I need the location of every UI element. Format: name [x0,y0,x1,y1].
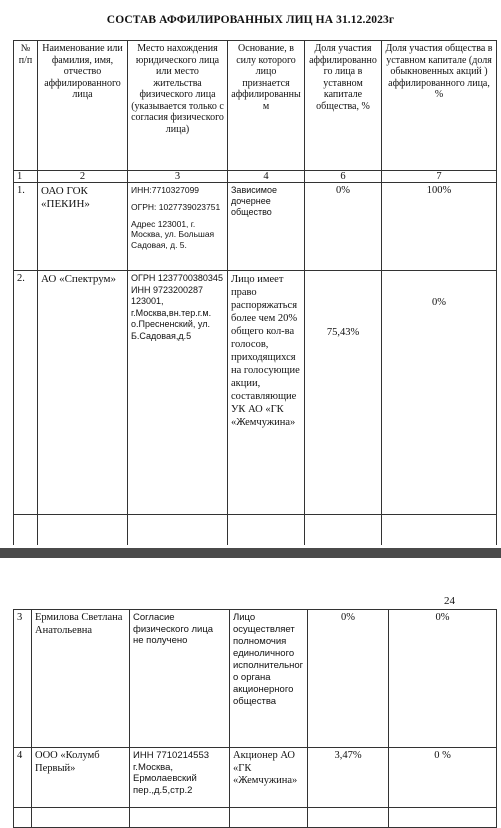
row-address [128,271,228,515]
header-basis: Основание, в силу которого лицо признается аффилированным [228,41,305,171]
page-separator [0,548,501,558]
affiliates-table-2 [13,609,497,828]
address-line: ИНН 7710214553 г.Москва, Ермолаевский пер.,д.5,стр.2 [133,750,210,796]
row-basis: Лицо осуществляет полномочия единоличного исполнительного органа акционерного общества [230,610,308,748]
row-name: Ермилова Светлана Анатольевна [32,610,130,748]
header-address: Место нахождения юридического лица или место жительства физического лица (указывается только с согласия физического лица) [128,41,228,171]
col-number: 6 [305,171,382,183]
col-number: 7 [382,171,497,183]
row-address [130,610,230,748]
row-address [128,183,228,271]
table-row [14,183,497,271]
row-num: 3 [14,610,32,748]
table-row [14,610,497,748]
row-share-in-company: 3,47% [308,748,389,808]
col-number: 3 [128,171,228,183]
col-number: 4 [228,171,305,183]
address-line: Адрес 123001, г. Москва, ул. Большая Садовая, д. 5. [131,218,215,251]
row-num: 4 [14,748,32,808]
page-title: СОСТАВ АФФИЛИРОВАННЫХ ЛИЦ НА 31.12.2023г [106,14,395,26]
header-name: Наименование или фамилия, имя, отчество аффилированного лица [38,41,128,171]
row-share-in-company: 75,43% [305,271,382,515]
row-basis: Акционер АО «ГК «Жемчужина» [230,748,308,808]
row-share-in-company: 0% [308,610,389,748]
address-line: Согласие физического лица не получено [133,612,214,646]
row-name: ОАО ГОК «ПЕКИН» [38,183,128,271]
table-header-row [14,41,497,171]
row-name: ООО «Колумб Первый» [32,748,130,808]
row-basis: Лицо имеет право распоряжаться более чем 20% общего кол-ва голосов, приходящихся на голосующие акции, составляющие УК АО «ГК «Жемчужина» [228,271,305,515]
row-company-share: 0% [389,610,497,748]
affiliates-table-1 [13,40,497,566]
row-company-share: 0 % [389,748,497,808]
table-row [14,748,497,808]
row-address [130,748,230,808]
address-line: ОГРН 1237700380345 ИНН 9723200287 123001, г.Москва,вн.тер.г.м. о.Пресненский, ул. Б.Садовая,д.5 [131,273,223,341]
table-row [14,271,497,515]
address-line: ОГРН: 1027739023751 [131,201,221,212]
col-number: 1 [14,171,38,183]
row-share-in-company: 0% [305,183,382,271]
document-page-2 [0,575,501,818]
row-company-share: 100% [382,183,497,271]
row-basis: Зависимое дочернее общество [228,183,305,271]
address-line: ИНН:7710327099 [131,185,200,195]
row-num: 2. [14,271,38,515]
row-num: 1. [14,183,38,271]
column-numbers-row [14,171,497,183]
col-number: 2 [38,171,128,183]
header-company-share: Доля участия общества в уставном капитале (доля обыкновенных акций ) аффилированного лица, % [382,41,497,171]
page-number: 24 [444,595,455,607]
row-name: АО «Спектрум» [38,271,128,515]
header-num: № п/п [14,41,38,171]
header-share-in-company: Доля участия аффилированного лица в уставном капитале общества, % [305,41,382,171]
row-company-share: 0% [382,271,497,515]
